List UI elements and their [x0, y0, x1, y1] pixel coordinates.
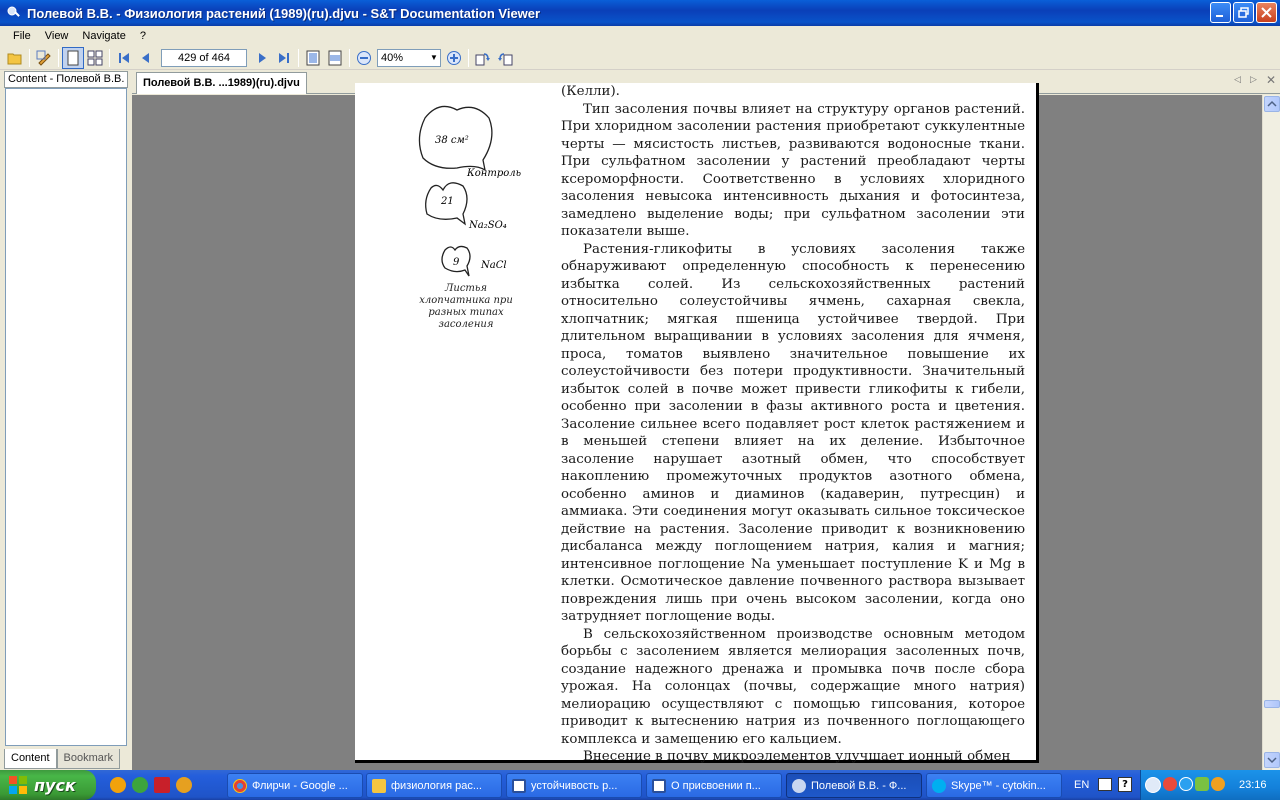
fit-page-icon — [306, 50, 320, 66]
system-tray — [1140, 770, 1280, 800]
page-text-top-fragment: (Келли). — [561, 84, 620, 99]
arrow-up-icon — [1268, 101, 1276, 107]
window-title: Полевой В.В. - Физиология растений (1989)(ru).djvu - S&T Documentation Viewer — [27, 5, 541, 21]
toolbar-separator — [298, 49, 299, 67]
skype-icon — [932, 779, 946, 793]
close-button[interactable] — [1256, 2, 1277, 23]
folder-open-icon — [7, 51, 23, 65]
menu-view[interactable]: View — [44, 30, 69, 42]
content-panel-header: Content - Полевой В.В. — [4, 71, 128, 88]
tab-content[interactable]: Content — [4, 749, 57, 769]
page-text — [561, 83, 1025, 766]
content-panel-tabs — [4, 749, 120, 769]
scrollbar-thumb[interactable] — [1264, 700, 1280, 708]
chevron-down-icon: ▼ — [430, 53, 438, 62]
arrow-down-icon — [1268, 757, 1276, 763]
tray-collapse-icon[interactable] — [1145, 777, 1161, 793]
clock[interactable]: 23:16 — [1239, 779, 1267, 791]
toolbar-separator — [468, 49, 469, 67]
word-document-icon — [512, 779, 526, 793]
tray-mail-icon[interactable] — [1163, 777, 1177, 791]
figure-caption: Листья хлопчатника при разных типах засоления — [419, 283, 513, 330]
restore-icon — [1238, 7, 1249, 18]
paragraph: Тип засоления почвы влияет на структуру органов растений. При хлоридном засолении растения приобретают суккулентные черты — мясистость листьев, развиваются водоносные ткани. При сульфатном засолении у растений преобладают черты ксероморфности. Соответственно в условиях хлоридного засоления невысока интенсивность дыхания и фотосинтеза, замедлено выделение воды; при сульфатном засолении эти показатели выше. — [561, 101, 1025, 239]
folder-icon — [372, 779, 386, 793]
leaf2-label: Na₂SO₄ — [469, 220, 507, 231]
menu-file[interactable]: File — [13, 30, 31, 42]
leaf3-value: 9 — [453, 257, 460, 268]
taskbar-item-folder[interactable]: физиология рас... — [366, 773, 502, 798]
document-page — [355, 83, 1039, 763]
toolbar-separator — [29, 49, 30, 67]
last-page-button[interactable] — [273, 47, 295, 69]
quicklaunch-mail-icon[interactable] — [154, 777, 170, 793]
fit-page-button[interactable] — [302, 47, 324, 69]
menu-help[interactable]: ? — [139, 30, 146, 42]
document-viewport[interactable] — [132, 84, 1262, 770]
chrome-icon — [233, 779, 247, 793]
taskbar-item-chrome[interactable]: Флирчи - Google ... — [227, 773, 363, 798]
first-page-button[interactable] — [113, 47, 135, 69]
zoom-select[interactable] — [377, 49, 441, 67]
viewer-app-icon — [792, 779, 806, 793]
word-document-icon — [652, 779, 666, 793]
multi-page-view-button[interactable] — [84, 47, 106, 69]
next-page-button[interactable] — [251, 47, 273, 69]
tray-avast-icon[interactable] — [1211, 777, 1225, 791]
scroll-tabs-left-icon[interactable]: ◁ — [1234, 75, 1241, 85]
zoom-out-icon — [356, 50, 372, 66]
minimize-button[interactable] — [1210, 2, 1231, 23]
fit-width-button[interactable] — [324, 47, 346, 69]
toolbar — [0, 46, 1280, 70]
scroll-down-button[interactable] — [1264, 752, 1280, 768]
next-page-icon — [255, 51, 269, 65]
paragraph: В сельскохозяйственном производстве основным методом борьбы с засолением является мелиорация засоленных почв, создание надежного дренажа и промывка почв после сбора урожая. На солонцах (почвы, содержащие много натрия) мелиорацию осуществляют с помощью гипсования, которое приводит к вытеснению натрия из почвенного поглощающего комплекса и замещению его кальцием. — [561, 626, 1025, 747]
app-icon — [6, 5, 22, 21]
open-button[interactable] — [4, 47, 26, 69]
close-document-icon[interactable]: ✕ — [1266, 73, 1277, 87]
scroll-up-button[interactable] — [1264, 96, 1280, 112]
zoom-in-icon — [446, 50, 462, 66]
quicklaunch-chrome-icon[interactable] — [132, 777, 148, 793]
rotate-left-button[interactable] — [472, 47, 494, 69]
pencil-icon — [36, 50, 52, 66]
content-panel — [0, 70, 130, 770]
toolbar-separator — [109, 49, 110, 67]
minimize-icon — [1215, 7, 1226, 18]
start-button[interactable] — [0, 770, 96, 800]
rotate-page-icon — [475, 50, 491, 66]
taskbar-item-word-1[interactable]: устойчивость р... — [506, 773, 642, 798]
language-indicator[interactable]: EN — [1074, 779, 1090, 791]
single-page-icon — [66, 50, 80, 66]
first-page-icon — [117, 51, 131, 65]
menu-navigate[interactable]: Navigate — [82, 30, 126, 42]
last-page-icon — [277, 51, 291, 65]
start-label: пуск — [34, 775, 76, 795]
prev-page-icon — [139, 51, 153, 65]
edit-button[interactable] — [33, 47, 55, 69]
help-icon[interactable]: ? — [1118, 777, 1132, 792]
grid-pages-icon — [87, 50, 103, 66]
menu-bar — [0, 26, 1280, 46]
leaf3-label: NaCl — [481, 260, 507, 271]
tray-antivirus-icon[interactable] — [1195, 777, 1209, 791]
zoom-value: 40% — [381, 51, 404, 64]
taskbar-item-word-2[interactable]: О присвоении п... — [646, 773, 782, 798]
page-number-input[interactable]: 429 of 464 — [161, 49, 247, 67]
rotate-right-button[interactable] — [494, 47, 516, 69]
leaf1-value: 38 см² — [435, 135, 469, 146]
keyboard-icon[interactable] — [1098, 778, 1112, 791]
fit-width-icon — [328, 50, 342, 66]
taskbar — [0, 770, 1280, 800]
zoom-out-button[interactable] — [353, 47, 375, 69]
taskbar-item-skype[interactable]: Skype™ - cytokin... — [926, 773, 1062, 798]
windows-logo-icon — [8, 775, 28, 795]
toolbar-separator — [349, 49, 350, 67]
prev-page-button[interactable] — [135, 47, 157, 69]
paragraph: Растения-гликофиты в условиях засоления также обнаруживают определенную способность к перенесению избытка солей. Из сельскохозяйственных растений относительно солеустойчивы ячмень, сахарная свекла, хлопчатник; мягкая пшеница устойчивее твердой. При длительном выращивании в условиях засоления для ячменя, проса, томатов выявлено значительное повышение их солеустойчивости без потери продуктивности. Значительный избыток солей в почве может привести гликофиты к гибели, особенно при засолении в фазы активного роста и цветения. Засоление сильнее всего подавляет рост клеток растяжением и в меньшей степени влияет на их деление. Избыточное засоление нарушает азотный обмен, что способствует накоплению промежуточных продуктов азотного обмена, особенно аминов и диаминов (кадаверин, путресцин) и аммиака. Эти соединения могут оказывать сильное токсическое действие на растения. Засоление приводит к возникновению дисбаланса между поглощением натрия, калия и магния; интенсивное поглощение Na уменьшает поступление K и Mg в клетки. Осмотическое давление почвенного раствора вызывает повреждения лишь при очень высоком засолении, когда оно затрудняет поглощение воды. — [561, 241, 1025, 624]
leaf2-value: 21 — [441, 196, 454, 207]
taskbar-item-viewer[interactable]: Полевой В.В. - Ф... — [786, 773, 922, 798]
document-tab[interactable]: Полевой В.В. ...1989)(ru).djvu — [136, 72, 307, 94]
title-bar — [0, 0, 1280, 26]
zoom-in-button[interactable] — [443, 47, 465, 69]
single-page-view-button[interactable] — [62, 47, 84, 69]
paragraph: Внесение в почву микроэлементов улучшает ионный обмен — [583, 749, 1011, 764]
leaf1-label: Контроль — [467, 168, 522, 179]
content-tree[interactable] — [5, 88, 127, 746]
close-icon — [1261, 7, 1272, 18]
maximize-button[interactable] — [1233, 2, 1254, 23]
quicklaunch-ie-icon[interactable] — [176, 777, 192, 793]
rotate-page-icon — [497, 50, 513, 66]
vertical-scrollbar[interactable] — [1262, 95, 1280, 770]
tray-skype-icon[interactable] — [1179, 777, 1193, 791]
toolbar-separator — [58, 49, 59, 67]
scroll-tabs-right-icon[interactable]: ▷ — [1250, 75, 1257, 85]
tab-bookmark[interactable]: Bookmark — [57, 749, 121, 769]
quicklaunch-avast-icon[interactable] — [110, 777, 126, 793]
